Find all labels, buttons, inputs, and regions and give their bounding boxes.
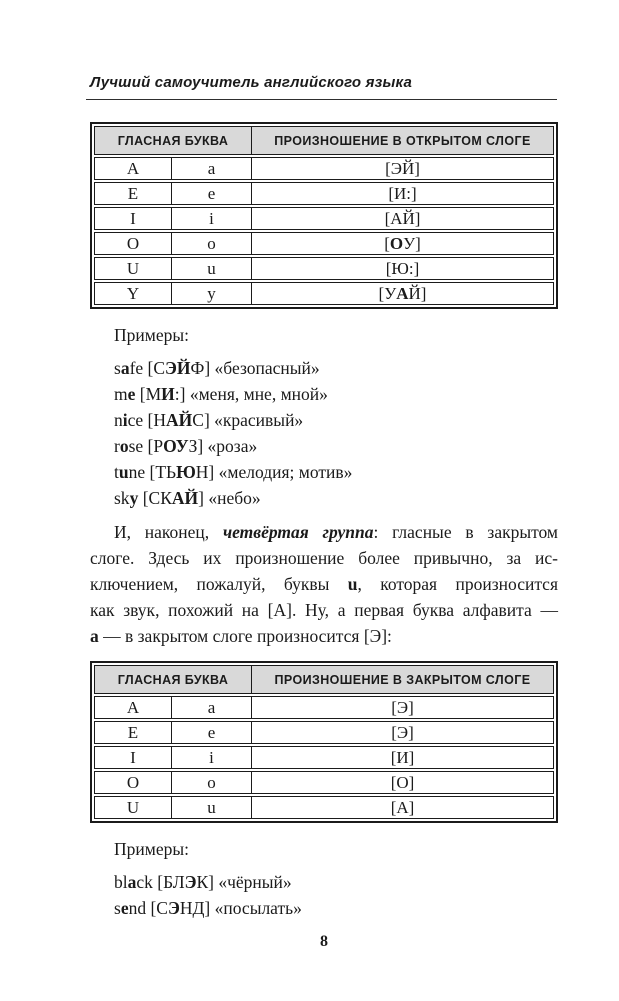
text-segment: [ <box>384 234 390 253</box>
pronunciation-cell <box>251 746 554 769</box>
text-segment: a <box>120 358 130 378</box>
table-row <box>94 796 554 819</box>
paragraph-line <box>90 545 558 571</box>
text-segment: [СК <box>138 488 172 508</box>
text-segment: nd [С <box>128 898 168 918</box>
pronunciation-cell <box>251 182 554 205</box>
text-segment: :] «меня, мне, мной» <box>174 384 328 404</box>
text-segment: ne [ТЬ <box>128 462 177 482</box>
letter-upper-cell: E <box>94 182 171 205</box>
text-segment: — в закрытом слоге произносится [Э]: <box>98 626 392 646</box>
pronunciation-cell <box>251 282 554 305</box>
text-segment: s <box>114 358 121 378</box>
text-segment: С] «красивый» <box>192 410 304 430</box>
text-segment: З] «роза» <box>188 436 258 456</box>
letter-upper-cell: O <box>94 771 171 794</box>
text-segment: Ю <box>176 462 196 482</box>
letter-lower-cell: o <box>171 771 251 794</box>
paragraph <box>90 519 558 649</box>
letter-lower-cell: e <box>171 182 251 205</box>
closed-syllable-table <box>90 661 558 823</box>
text-segment: НД] «посылать» <box>179 898 302 918</box>
text-segment: [О] <box>390 773 415 792</box>
text-segment: [ЭЙ] <box>385 159 420 178</box>
letter-upper-cell: A <box>94 157 171 180</box>
letter-upper-cell: I <box>94 746 171 769</box>
text-segment: И <box>161 384 175 404</box>
text-segment: r <box>114 436 120 456</box>
example-item <box>114 355 558 381</box>
letter-lower-cell: u <box>171 257 251 280</box>
text-segment: слоге. Здесь их произношение более привычно, за ис- <box>90 548 558 568</box>
text-segment: fe [С <box>129 358 166 378</box>
text-segment: se [Р <box>128 436 164 456</box>
text-segment: , которая произносится <box>357 574 558 594</box>
text-segment: n <box>114 410 123 430</box>
example-item <box>114 381 558 407</box>
pronunciation-cell <box>251 257 554 280</box>
text-segment: bl <box>114 872 128 892</box>
text-segment: ЭЙ <box>165 358 191 378</box>
text-segment: s <box>114 898 121 918</box>
letter-lower-cell: i <box>171 207 251 230</box>
letter-upper-cell: A <box>94 696 171 719</box>
text-segment: [М <box>135 384 162 404</box>
letter-lower-cell: y <box>171 282 251 305</box>
pronunciation-cell <box>251 771 554 794</box>
letter-upper-cell: U <box>94 796 171 819</box>
letter-lower-cell: e <box>171 721 251 744</box>
pronunciation-cell <box>251 232 554 255</box>
letter-column-header: ГЛАСНАЯ БУКВА <box>94 665 251 694</box>
text-segment: [А] <box>390 798 415 817</box>
text-segment: [Э] <box>391 723 414 742</box>
text-segment: [И] <box>390 748 415 767</box>
text-segment: К] «чёрный» <box>196 872 292 892</box>
text-segment: ключением, пожалуй, буквы <box>90 574 348 594</box>
table-row <box>94 696 554 719</box>
text-segment: О <box>389 234 404 253</box>
letter-lower-cell: a <box>171 696 251 719</box>
text-segment: ] «небо» <box>198 488 261 508</box>
text-segment: [АЙ] <box>384 209 421 228</box>
table-row <box>94 207 554 230</box>
header-rule <box>86 99 557 100</box>
text-segment: А <box>396 284 409 303</box>
text-segment: i <box>122 410 128 430</box>
letter-lower-cell: o <box>171 232 251 255</box>
pronunciation-cell <box>251 157 554 180</box>
table-row <box>94 282 554 305</box>
text-segment: [Ю:] <box>385 259 420 278</box>
text-segment: Э <box>167 898 180 918</box>
text-segment: ce [Н <box>127 410 167 430</box>
paragraph-line <box>90 519 558 545</box>
letter-upper-cell: O <box>94 232 171 255</box>
pronunciation-column-header: ПРОИЗНОШЕНИЕ В ЗАКРЫТОМ СЛОГЕ <box>251 665 554 694</box>
example-item <box>114 433 558 459</box>
text-segment: u <box>347 574 358 594</box>
table-row <box>94 746 554 769</box>
text-segment: И, наконец, <box>114 522 223 542</box>
example-item <box>114 407 558 433</box>
paragraph-line <box>90 623 558 649</box>
example-item <box>114 869 558 895</box>
text-segment: как звук, похожий на [А]. Ну, а первая буква алфавита — <box>90 600 558 620</box>
text-segment: : гласные в закрытом <box>373 522 558 542</box>
text-segment: [У <box>378 284 397 303</box>
table-row <box>94 257 554 280</box>
text-segment: [И:] <box>388 184 417 203</box>
table-row <box>94 182 554 205</box>
pronunciation-cell <box>251 796 554 819</box>
text-segment: a <box>90 626 99 646</box>
running-head: Лучший самоучитель английского языка <box>90 74 413 91</box>
open-syllable-table <box>90 122 558 309</box>
table-header-row <box>94 126 554 155</box>
text-segment: Ф] «безопасный» <box>190 358 320 378</box>
table-header-row <box>94 665 554 694</box>
example-item <box>114 485 558 511</box>
paragraph-line <box>90 597 558 623</box>
letter-upper-cell: E <box>94 721 171 744</box>
text-segment: [Э] <box>391 698 414 717</box>
text-segment: Э <box>184 872 197 892</box>
text-segment: t <box>114 462 119 482</box>
table-row <box>94 771 554 794</box>
text-segment: e <box>120 898 129 918</box>
text-segment: m <box>114 384 128 404</box>
text-segment: четвёртая группа <box>222 522 374 542</box>
examples-list-closed <box>114 869 558 921</box>
text-segment: У] <box>403 234 421 253</box>
text-segment: Н] «мелодия; мотив» <box>195 462 353 482</box>
letter-column-header: ГЛАСНАЯ БУКВА <box>94 126 251 155</box>
pronunciation-cell <box>251 696 554 719</box>
examples-label: Примеры: <box>114 839 189 859</box>
example-item <box>114 459 558 485</box>
examples-list-open <box>114 355 558 511</box>
pronunciation-cell <box>251 721 554 744</box>
table-row <box>94 721 554 744</box>
table-row <box>94 232 554 255</box>
pronunciation-cell <box>251 207 554 230</box>
pronunciation-column-header: ПРОИЗНОШЕНИЕ В ОТКРЫТОМ СЛОГЕ <box>251 126 554 155</box>
letter-lower-cell: u <box>171 796 251 819</box>
letter-upper-cell: I <box>94 207 171 230</box>
text-segment: Й] <box>408 284 427 303</box>
text-segment: e <box>127 384 136 404</box>
letter-upper-cell: U <box>94 257 171 280</box>
page-number: 8 <box>320 933 328 950</box>
text-segment: y <box>129 488 139 508</box>
text-segment: АЙ <box>171 488 199 508</box>
text-segment: u <box>118 462 129 482</box>
letter-lower-cell: i <box>171 746 251 769</box>
text-segment: a <box>127 872 137 892</box>
examples-label: Примеры: <box>114 325 189 345</box>
text-segment: ck [БЛ <box>136 872 185 892</box>
text-segment: sk <box>114 488 130 508</box>
text-segment: ОУ <box>163 436 189 456</box>
example-item <box>114 895 558 921</box>
text-segment: o <box>119 436 129 456</box>
letter-lower-cell: a <box>171 157 251 180</box>
paragraph-line <box>90 571 558 597</box>
letter-upper-cell: Y <box>94 282 171 305</box>
table-row <box>94 157 554 180</box>
text-segment: АЙ <box>166 410 193 430</box>
